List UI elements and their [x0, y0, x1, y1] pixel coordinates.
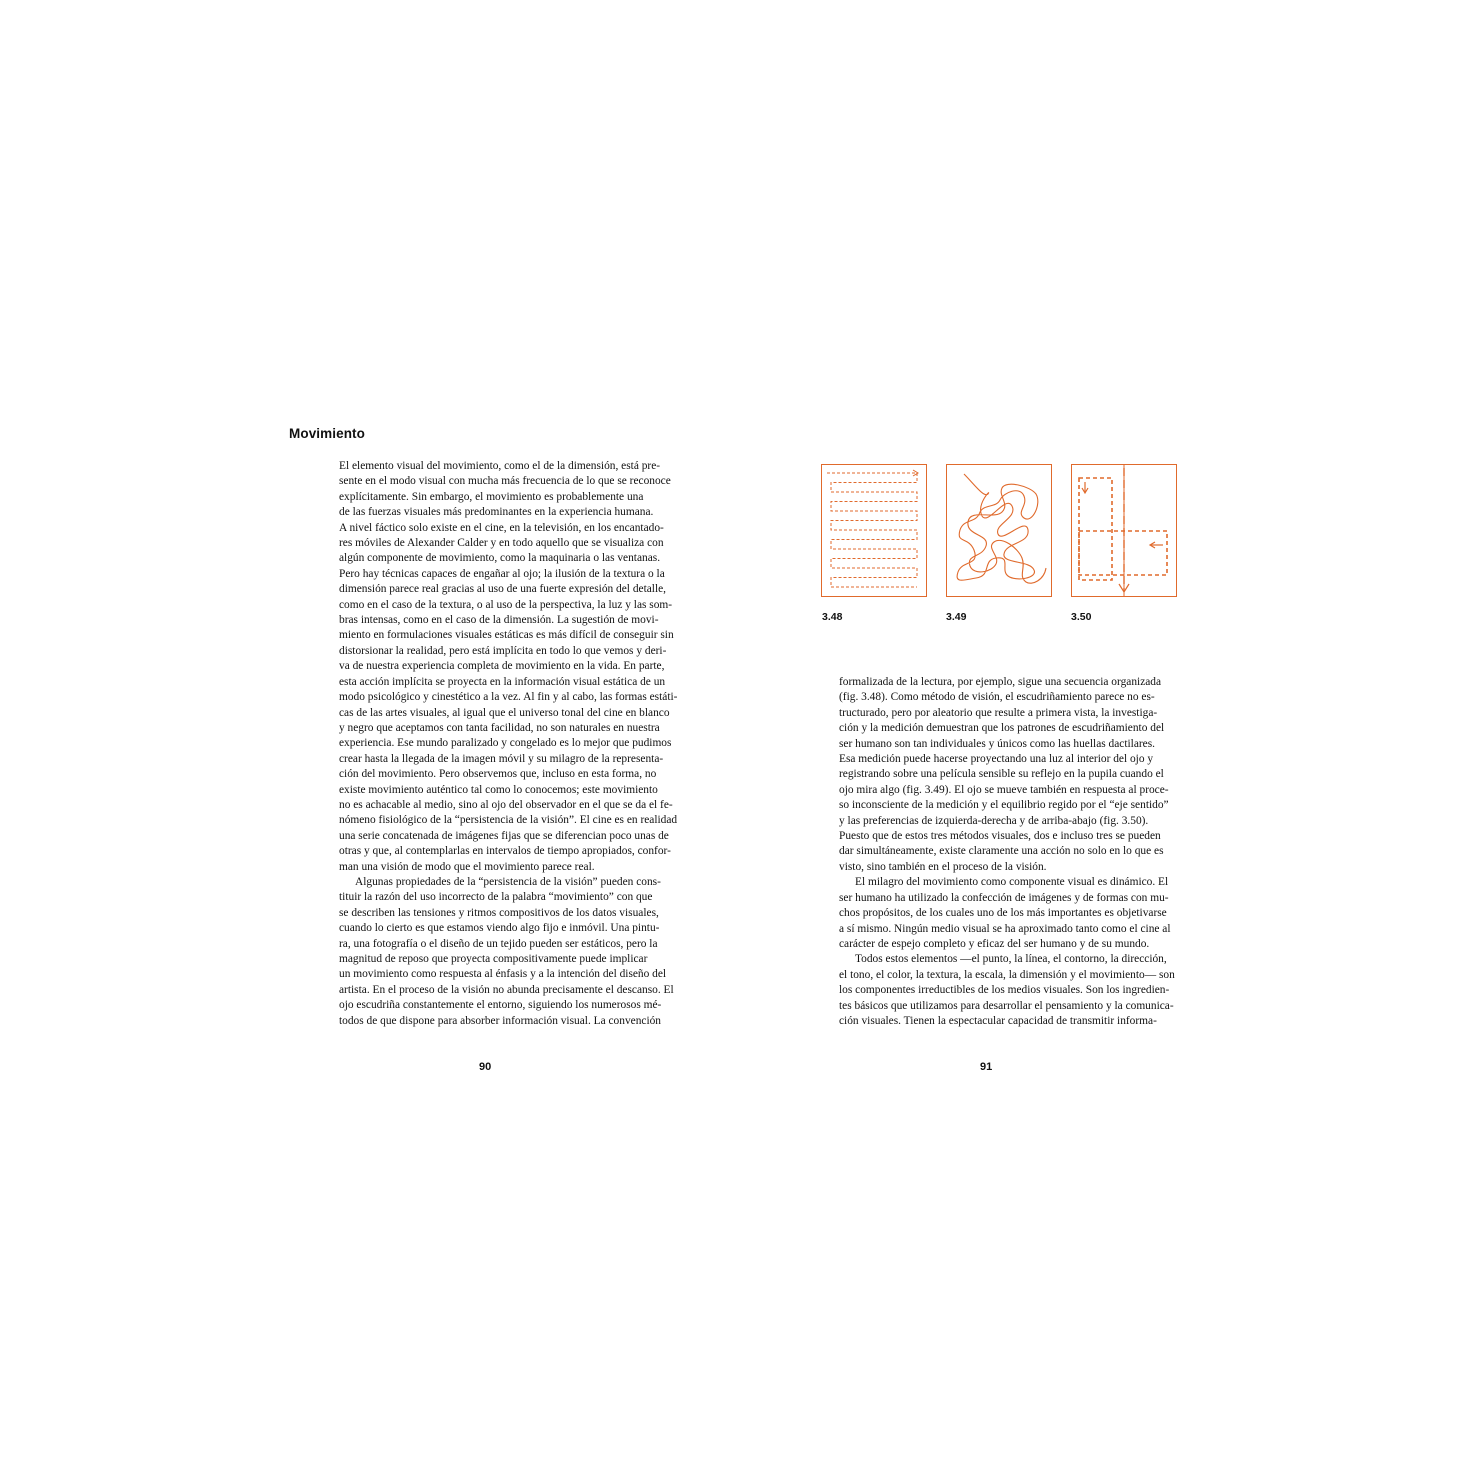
text-line: modo psicológico y cinestético a la vez. Al fin y al cabo, las formas estáti- — [339, 691, 678, 704]
text-line: El milagro del movimiento como componente visual es dinámico. El — [855, 876, 1169, 889]
text-line: ojo mira algo (fig. 3.49). El ojo se mueve también en respuesta al proce- — [839, 783, 1169, 796]
text-line: miento en formulaciones visuales estáticas es más difícil de conseguir sin — [339, 629, 674, 642]
text-line: visto, sino también en el proceso de la visión. — [839, 860, 1047, 873]
text-line: registrando sobre una película sensible su reflejo en la pupila cuando el — [839, 768, 1164, 781]
text-line: cas de las artes visuales, al igual que el universo tonal del cine en blanco — [339, 706, 670, 719]
random-eye-scan-icon — [946, 464, 1052, 597]
figure-3-49 — [946, 464, 1052, 597]
text-line: dimensión parece real gracias al uso de una fuerte expresión del detalle, — [339, 583, 667, 596]
text-line: artista. En el proceso de la visión no abunda precisamente el descanso. El — [339, 983, 674, 996]
right-page-text — [839, 675, 1199, 1029]
text-line: so inconsciente de la medición y el equilibrio regido por el “eje sentido” — [839, 799, 1169, 812]
text-line: Puesto que de estos tres métodos visuales, dos e incluso tres se pueden — [839, 830, 1161, 843]
figure-label-3-50: 3.50 — [1071, 611, 1092, 623]
text-line: crear hasta la llegada de la imagen móvil y su milagro de la representa- — [339, 752, 664, 765]
text-line: Todos estos elementos —el punto, la línea, el contorno, la dirección, — [855, 953, 1167, 966]
text-line: res móviles de Alexander Calder y en todo aquello que se visualiza con — [339, 537, 664, 550]
text-line: tituir la razón del uso incorrecto de la palabra “movimiento” con que — [339, 891, 653, 904]
left-page-text — [339, 459, 699, 1029]
text-line: Algunas propiedades de la “persistencia de la visión” pueden cons- — [355, 875, 661, 888]
text-line: los componentes irreductibles de los medios visuales. Son los ingredien- — [839, 984, 1170, 997]
zigzag-path — [827, 473, 917, 587]
text-line: formalizada de la lectura, por ejemplo, sigue una secuencia organizada — [839, 676, 1162, 688]
axis-scan-icon — [1071, 464, 1177, 597]
text-line: ción visuales. Tienen la espectacular capacidad de transmitir informa- — [839, 1014, 1157, 1027]
text-line: (fig. 3.48). Como método de visión, el escudriñamiento parece no es- — [839, 691, 1155, 704]
text-line: de las fuerzas visuales más predominantes en la experiencia humana. — [339, 506, 654, 519]
text-line: esta acción implícita se proyecta en la información visual estática de un — [339, 675, 666, 688]
text-line: carácter de espejo completo y eficaz del ser humano y de su mundo. — [839, 937, 1150, 950]
text-line: nómeno fisiológico de la “persistencia de la visión”. El cine es en realidad — [339, 814, 678, 827]
text-line: existe movimiento auténtico tal como lo conocemos; este movimiento — [339, 783, 658, 796]
text-line: chos propósitos, de los cuales uno de los más importantes es objetivarse — [839, 907, 1167, 920]
text-line: otras y que, al contemplarlas en intervalos de tiempo apropiados, confor- — [339, 845, 671, 858]
figure-3-48 — [821, 464, 927, 597]
page-number-right: 91 — [980, 1061, 993, 1073]
text-line: explícitamente. Sin embargo, el movimiento es probablemente una — [339, 490, 644, 503]
text-line: distorsionar la realidad, pero está implícita en todo lo que vemos y deri- — [339, 644, 667, 657]
page-number-left: 90 — [479, 1061, 492, 1073]
text-line: A nivel fáctico solo existe en el cine, en la televisión, en los encantado- — [339, 521, 664, 534]
text-line: todos de que dispone para absorber información visual. La convención — [339, 1014, 662, 1027]
text-line: Pero hay técnicas capaces de engañar al ojo; la ilusión de la textura o la — [339, 567, 665, 580]
section-heading: Movimiento — [289, 426, 366, 441]
text-line: a sí mismo. Ningún medio visual se ha aproximado tanto como el cine al — [839, 922, 1171, 935]
text-line: se describen las tensiones y ritmos compositivos de los datos visuales, — [339, 906, 659, 919]
text-line: como en el caso de la textura, o al uso de la perspectiva, la luz y las som- — [339, 598, 673, 611]
text-line: magnitud de reposo que proyecta compositivamente puede implicar — [339, 953, 648, 965]
text-line: ser humano son tan individuales y únicos como las huellas dactilares. — [839, 737, 1156, 750]
text-line: tes básicos que utilizamos para desarrollar el pensamiento y la comunica- — [839, 999, 1174, 1012]
text-line: El elemento visual del movimiento, como el de la dimensión, está pre- — [339, 460, 661, 472]
text-line: man una visión de modo que el movimiento parece real. — [339, 860, 595, 873]
text-line: ra, una fotografía o el diseño de un tejido pueden ser estáticos, pero la — [339, 937, 658, 950]
text-line: una serie concatenada de imágenes fijas que se diferencian poco unas de — [339, 829, 669, 842]
reading-scan-zigzag-icon — [821, 464, 927, 597]
figure-3-50 — [1071, 464, 1177, 597]
text-line: tructurado, pero por aleatorio que resulte a primera vista, la investiga- — [839, 706, 1158, 719]
text-line: el tono, el color, la textura, la escala, la dimensión y el movimiento— son — [839, 968, 1175, 981]
text-line: va de nuestra experiencia completa de movimiento en la vida. En parte, — [339, 660, 665, 673]
text-line: experiencia. Ese mundo paralizado y congelado es lo mejor que pudimos — [339, 737, 672, 750]
text-line: algún componente de movimiento, como la maquinaria o las ventanas. — [339, 552, 661, 565]
text-line: ojo escudriña constantemente el entorno, siguiendo los numerosos mé- — [339, 999, 662, 1012]
text-line: no es achacable al medio, sino al ojo del observador en el que se da el fe- — [339, 798, 673, 811]
text-line: ser humano ha utilizado la confección de imágenes y de formas con mu- — [839, 891, 1169, 904]
text-line: ción y la medición demuestran que los patrones de escudriñamiento del — [839, 722, 1165, 735]
figure-label-3-48: 3.48 — [822, 611, 843, 623]
figure-label-3-49: 3.49 — [946, 611, 967, 623]
text-line: cuando lo cierto es que estamos viendo algo fijo e inmóvil. Una pintu- — [339, 922, 660, 935]
text-line: y negro que aceptamos con tanta facilidad, no son naturales en nuestra — [339, 721, 660, 734]
text-line: bras intensas, como en el caso de la dimensión. La sugestión de movi- — [339, 614, 659, 627]
text-line: Esa medición puede hacerse proyectando una luz al interior del ojo y — [839, 753, 1154, 766]
text-line: sente en el modo visual con mucha más frecuencia de lo que se reconoce — [339, 475, 671, 488]
text-line: un movimiento como respuesta al énfasis y a la intención del diseño del — [339, 968, 667, 981]
text-line: ción del movimiento. Pero observemos que, incluso en esta forma, no — [339, 768, 657, 781]
text-line: dar simultáneamente, existe claramente una acción no solo en lo que es — [839, 845, 1164, 858]
text-line: y las preferencias de izquierda-derecha y de arriba-abajo (fig. 3.50). — [839, 814, 1149, 827]
